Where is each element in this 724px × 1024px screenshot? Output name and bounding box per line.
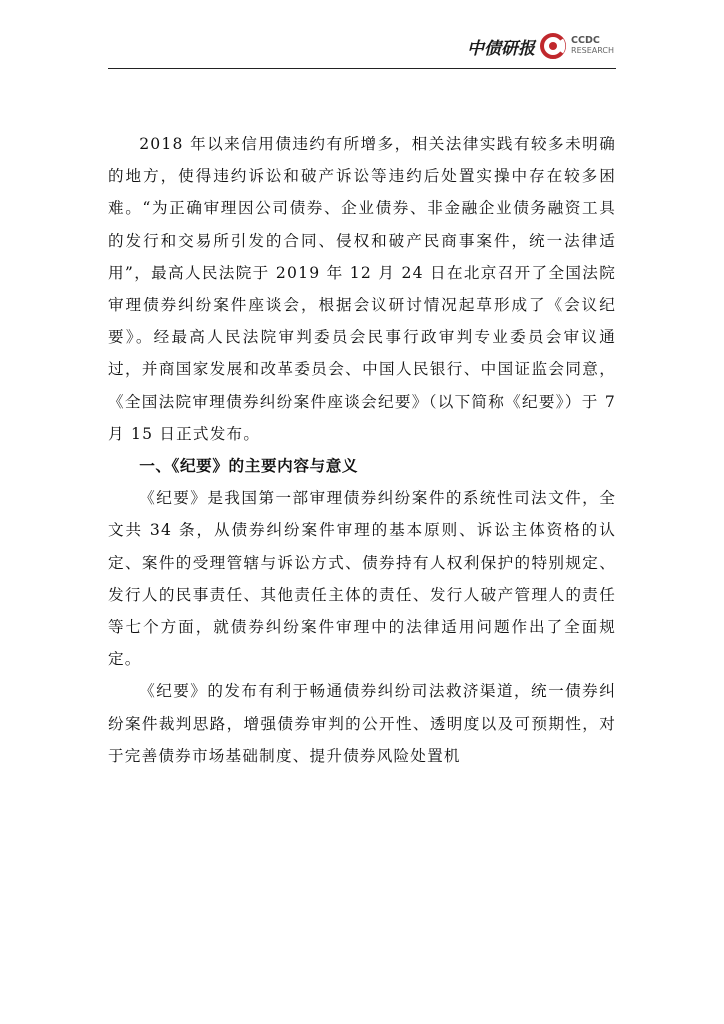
document-body (108, 128, 616, 772)
brand-english (571, 36, 614, 56)
page-header (108, 22, 616, 69)
brand-en-line1: CCDC (571, 35, 600, 46)
paragraph-significance: 《纪要》的发布有利于畅通债券纠纷司法救济渠道，统一债券纠纷案件裁判思路，增强债券审判的公开性、透明度以及可预期性，对于完善债券市场基础制度、提升债券风险处置机 (108, 682, 616, 765)
section-heading: 一、《纪要》的主要内容与意义 (139, 457, 359, 476)
brand-name: 中债研报 (467, 38, 536, 59)
paragraph-content: 《纪要》是我国第一部审理债券纠纷案件的系统性司法文件，全文共 34 条，从债券纠纷案件审理的基本原则、诉讼主体资格的认定、案件的受理管辖与诉讼方式、债券持有人权利保护的特别规定、发行人的民事责任、其他责任主体的责任、发行人破产管理人的责任等七个方面，就债券纠纷案件审理中的法律适用问题作出了全面规定。 (108, 489, 616, 669)
ccdc-logo-icon (539, 32, 567, 60)
brand-logo (467, 32, 614, 60)
paragraph-intro: 2018 年以来信用债违约有所增多，相关法律实践有较多未明确的地方，使得违约诉讼和破产诉讼等违约后处置实操中存在较多困难。“为正确审理因公司债券、企业债券、非金融企业债务融资工具的发行和交易所引发的合同、侵权和破产民商事案件，统一法律适用”，最高人民法院于 2019 年 12 月 24 日在北京召开了全国法院审理债券纠纷案件座谈会，根据会议研讨情况起草形成了《会议纪要》。经最高人民法院审判委员会民事行政审判专业委员会审议通过，并商国家发展和改革委员会、中国人民银行、中国证监会同意，《全国法院审理债券纠纷案件座谈会纪要》（以下简称《纪要》）于 7 月 15 日正式发布。 (108, 135, 616, 443)
brand-en-line2: RESEARCH (571, 46, 614, 55)
